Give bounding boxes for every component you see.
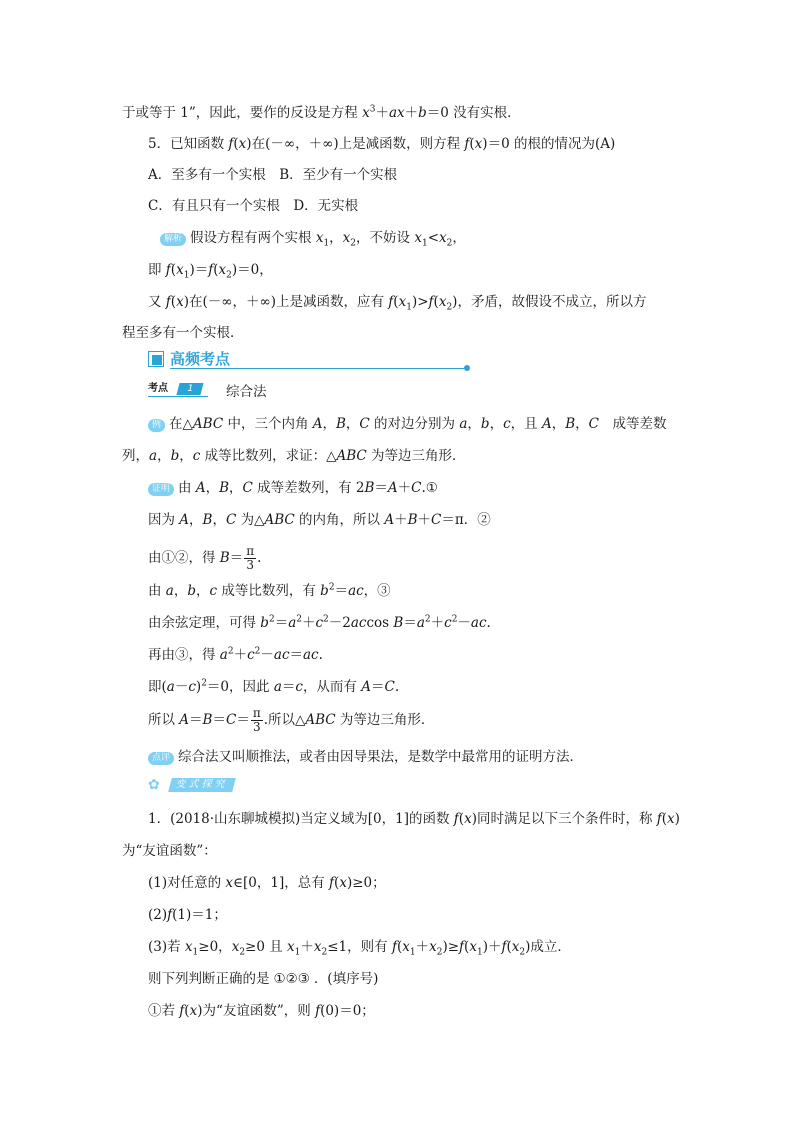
section-square-icon — [148, 351, 164, 367]
example-line-1: 例 在△ABC 中，三个内角 A，B，C 的对边分别为 a，b，c，且 A，B，C 成等差数 — [148, 415, 666, 433]
proof-line-7: 即$(a-c)^2=0$，因此 a＝c，从而有 A＝C. — [148, 678, 400, 695]
answer-blank: ①②③ — [273, 971, 310, 987]
condition-1: (1)对任意的 x∈[0，1]，总有 f(x)≥0； — [148, 875, 386, 891]
variant-tab: 变式探究 — [168, 778, 236, 792]
question-5: 5．已知函数 f(x)在(－∞，＋∞)上是减函数，则方程 f(x)＝0 的根的情况为(A) — [148, 136, 616, 152]
fraction: $\frac{\pi}{3}$ — [246, 544, 255, 572]
text-line: 于或等于 1”，因此，要作的反设是方程 $x^3+ax+b=0$ 没有实根． — [122, 104, 521, 121]
variant-line-1: 1．(2018·山东聊城模拟)当定义域为[0，1]的函数 f(x)同时满足以下三个条件时，称 f(x) — [148, 811, 680, 827]
condition-2: (2)f(1)＝1； — [148, 907, 227, 923]
section-rule — [170, 368, 466, 369]
options-cd: C．有且只有一个实根 D．无实根 — [148, 198, 359, 214]
proof-line-4: 由 a，b，c 成等比数列，有 $b^2=ac$，③ — [148, 582, 391, 599]
solution-line-3: 又 f(x)在(－∞，＋∞)上是减函数，应有 $f(x_1)>f(x_2)$，矛盾，故假设不成立，所以方 — [148, 294, 647, 313]
section-dot-icon — [464, 365, 470, 371]
comment-line: 点评 综合法又叫顺推法，或者由因导果法，是数学中最常用的证明方法． — [148, 748, 583, 766]
proof-line-5: 由余弦定理，可得 $b^2=a^2+c^2-2accos$ $B=a^2+c^2-ac$. — [148, 614, 491, 631]
solution-line-2: 即 $f(x_1)=f(x_2)=0$， — [148, 262, 273, 281]
kaodian-badge: 考点 1 — [148, 383, 208, 397]
proof-line-8: 所以 A＝B＝C＝ $\frac{\pi}{3}$ .所以△ABC 为等边三角形． — [148, 706, 435, 734]
solution-line-4: 程至多有一个实根． — [122, 325, 244, 341]
section-title: 高频考点 — [170, 350, 231, 368]
proof-line-2: 因为 A，B，C 为△ABC 的内角，所以 A＋B＋C＝π．② — [148, 512, 491, 528]
question-ask: 则下列判断正确的是 ①②③ ．(填序号) — [148, 971, 379, 987]
flower-icon: ✿ — [148, 777, 160, 793]
kaodian-name: 综合法 — [226, 384, 267, 400]
proof-tag: 证明 — [148, 483, 174, 496]
comment-tag: 点评 — [148, 752, 174, 765]
jiexi-tag: 解析 — [160, 233, 186, 246]
proof-line-3: 由①②，得 B＝ $\frac{\pi}{3}$ . — [148, 544, 262, 572]
condition-3: (3)若 $x_1\ge 0$，$x_2\ge 0$ 且 $x_1+x_2\le 1$，则有 $f(x_1+x_2)\ge f(x_1)+f(x_2)$成立． — [148, 939, 571, 958]
example-line-2: 列，a，b，c 成等比数列，求证：△ABC 为等边三角形． — [122, 448, 466, 464]
proof-line-1: 证明 由 A，B，C 成等差数列，有 2B＝A＋C.① — [148, 479, 438, 497]
section-header — [148, 349, 474, 371]
options-ab: A．至多有一个实根 B．至少有一个实根 — [148, 167, 398, 183]
statement-1: ①若 f(x)为“友谊函数”，则 f(0)＝0； — [148, 1003, 375, 1019]
fraction: $\frac{\pi}{3}$ — [252, 706, 261, 734]
example-tag: 例 — [148, 419, 165, 432]
proof-line-6: 再由③，得 $a^2+c^2-ac=ac$. — [148, 646, 323, 663]
variant-line-2: 为“友谊函数”： — [122, 843, 217, 859]
solution-line-1: 解析 假设方程有两个实根 $x_1$，$x_2$，不妨设 $x_1<x_2$， — [160, 229, 466, 247]
